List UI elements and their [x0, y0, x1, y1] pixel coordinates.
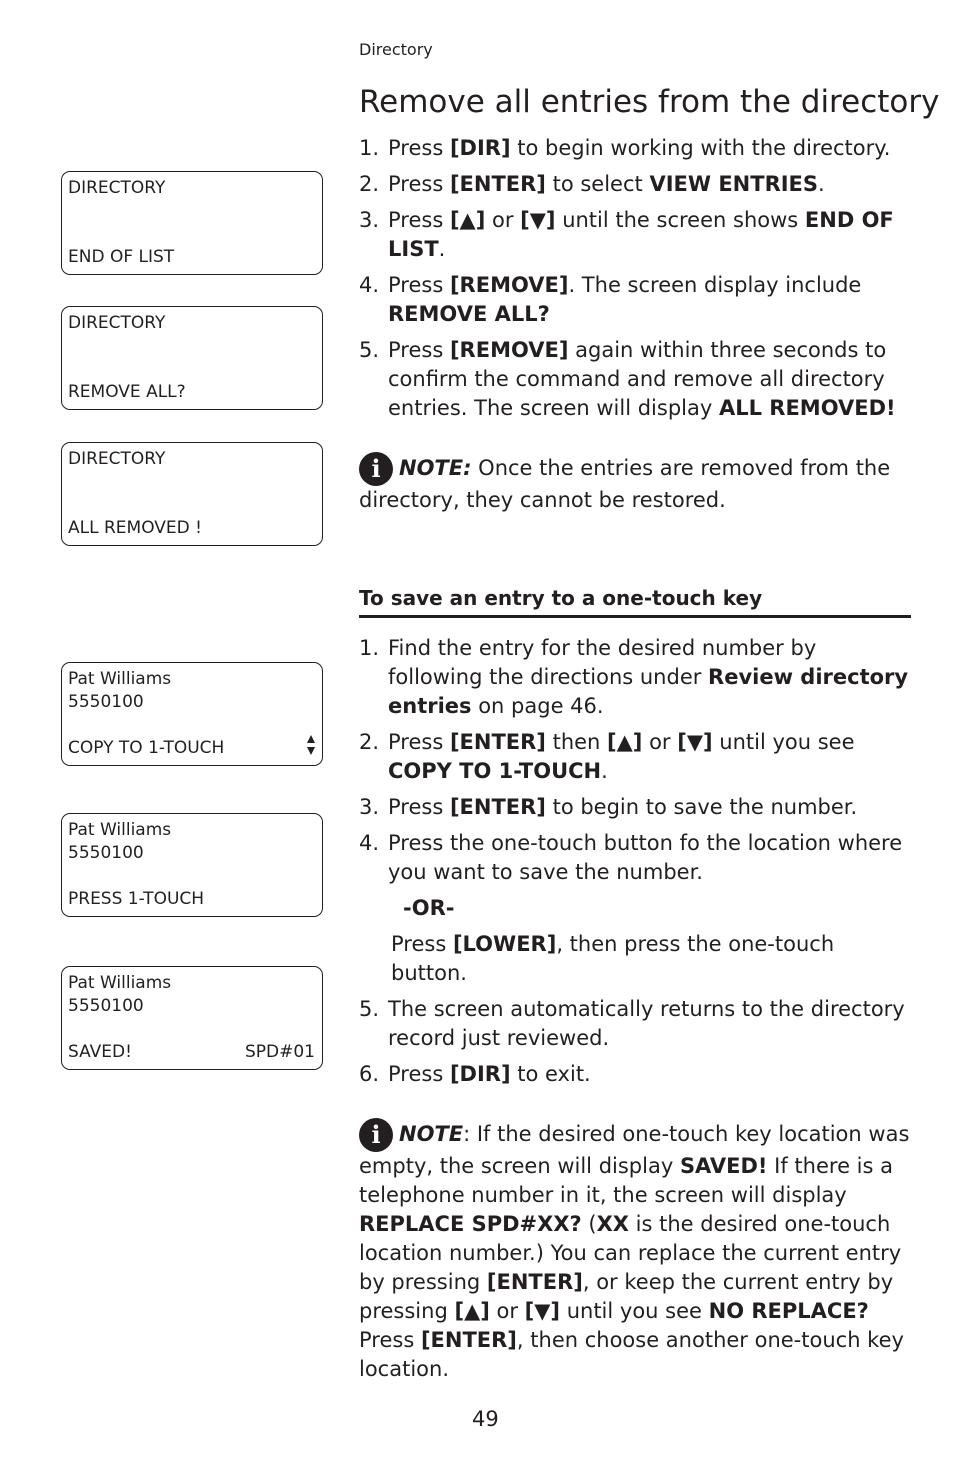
section-subheading: To save an entry to a one-touch key	[359, 586, 911, 618]
lcd-line-1: Pat Williams	[68, 669, 172, 689]
body-text: or	[485, 208, 521, 232]
emphasis-text: [ENTER]	[449, 172, 546, 196]
step-item	[359, 995, 911, 1053]
body-text: Find the entry for the desired number by following the directions under	[388, 636, 817, 689]
body-text: Press	[388, 795, 450, 819]
emphasis-text: COPY TO 1-TOUCH	[388, 759, 602, 783]
lcd-line-2: 5550100	[68, 843, 144, 863]
lcd-line-1: DIRECTORY	[68, 178, 166, 198]
emphasis-text: [▲]	[607, 730, 643, 754]
emphasis-text: [LOWER]	[452, 932, 557, 956]
body-text: Press	[388, 136, 450, 160]
lcd-line-2: 5550100	[68, 692, 144, 712]
emphasis-text: [ENTER]	[486, 1270, 583, 1294]
note-save	[359, 1118, 911, 1384]
note-text: Once the entries are removed from the directory, they cannot be restored.	[359, 456, 891, 512]
up-down-arrows-icon	[306, 734, 316, 756]
alternative-step-text	[362, 930, 911, 988]
body-text: then	[545, 730, 608, 754]
body-text: to begin to save the number.	[545, 795, 858, 819]
note-remove	[359, 452, 911, 515]
section-header: Directory	[359, 40, 433, 59]
body-text: to exit.	[510, 1062, 591, 1086]
emphasis-text: NO REPLACE?	[708, 1299, 869, 1323]
emphasis-text: [▼]	[677, 730, 713, 754]
lcd-line-3: END OF LIST	[68, 247, 175, 267]
emphasis-text: [▼]	[520, 208, 556, 232]
lcd-line-1: Pat Williams	[68, 973, 172, 993]
step-item	[359, 336, 911, 423]
lcd-screen-remove-all	[61, 306, 323, 410]
step-item	[359, 134, 911, 163]
body-text: or	[642, 730, 678, 754]
body-text: The screen automatically returns to the directory record just reviewed.	[388, 997, 905, 1050]
body-text: .	[818, 172, 825, 196]
step-number: 3.	[359, 208, 380, 232]
step-number: 4.	[359, 831, 380, 855]
body-text: (	[581, 1212, 597, 1236]
step-item	[359, 170, 911, 199]
emphasis-text: [ENTER]	[449, 730, 546, 754]
step-item	[359, 793, 911, 822]
lcd-screen-copy-to-1-touch	[61, 662, 323, 766]
lcd-speed-dial-slot: SPD#01	[244, 1042, 315, 1062]
body-text: , or keep the current entry by pressing	[359, 1270, 894, 1323]
step-number: 1.	[359, 136, 380, 160]
lcd-screen-all-removed	[61, 442, 323, 546]
emphasis-text: SAVED!	[679, 1154, 768, 1178]
step-number: 1.	[359, 636, 380, 660]
step-item	[359, 829, 911, 988]
emphasis-text: [DIR]	[449, 136, 511, 160]
body-text: until you see	[712, 730, 855, 754]
emphasis-text: REMOVE ALL?	[388, 302, 550, 326]
body-text: is the desired one-touch location number.) You can replace the current entry by pressing	[359, 1212, 902, 1294]
body-text: .	[438, 237, 446, 261]
emphasis-text: [REMOVE]	[449, 338, 569, 362]
emphasis-text: VIEW ENTRIES	[649, 172, 819, 196]
note-label: NOTE	[399, 1122, 464, 1146]
emphasis-text: ALL REMOVED!	[718, 396, 896, 420]
step-number: 2.	[359, 730, 380, 754]
info-icon: i	[359, 452, 393, 486]
step-number: 5.	[359, 997, 380, 1021]
lcd-line-1: Pat Williams	[68, 820, 172, 840]
body-text: , then press the one-touch button.	[391, 932, 835, 985]
step-item	[359, 1060, 911, 1089]
body-text: or	[489, 1299, 525, 1323]
lcd-line-3: PRESS 1-TOUCH	[68, 889, 205, 909]
emphasis-text: [ENTER]	[420, 1328, 517, 1352]
remove-steps-list	[359, 134, 911, 430]
body-text: : If the desired one-touch key location was empty, the screen will display	[359, 1122, 910, 1178]
body-text: Press	[359, 1328, 421, 1352]
lcd-line-3: REMOVE ALL?	[68, 382, 186, 402]
body-text: until the screen shows	[555, 208, 805, 232]
or-separator: -OR-	[403, 896, 455, 920]
body-text: .	[601, 759, 608, 783]
step-number: 6.	[359, 1062, 380, 1086]
body-text: Press	[388, 172, 450, 196]
step-number: 5.	[359, 338, 380, 362]
emphasis-text: XX	[596, 1212, 629, 1236]
emphasis-text: [DIR]	[449, 1062, 511, 1086]
note-body	[359, 1122, 909, 1381]
lcd-screen-end-of-list	[61, 171, 323, 275]
emphasis-text: [▼]	[524, 1299, 561, 1323]
emphasis-text: END OF LIST	[388, 208, 894, 261]
lcd-line-3: SAVED!	[68, 1042, 132, 1062]
step-item	[359, 728, 911, 786]
lcd-line-3: ALL REMOVED !	[68, 518, 202, 538]
lcd-line-2: 5550100	[68, 996, 144, 1016]
body-text: Press	[391, 932, 453, 956]
body-text: Press	[388, 338, 450, 362]
emphasis-text: Review directory entries	[388, 665, 909, 718]
lcd-line-3: COPY TO 1-TOUCH	[68, 738, 225, 758]
step-number: 3.	[359, 795, 380, 819]
step-item	[359, 634, 911, 721]
info-icon: i	[359, 1118, 393, 1152]
emphasis-text: [ENTER]	[449, 795, 546, 819]
note-label: NOTE:	[399, 456, 472, 480]
lcd-line-1: DIRECTORY	[68, 449, 166, 469]
save-steps-list	[359, 634, 911, 1096]
body-text: again within three seconds to confirm the command and remove all directory entries. The screen will display	[388, 338, 887, 420]
step-item	[359, 271, 911, 329]
lcd-line-1: DIRECTORY	[68, 313, 166, 333]
emphasis-text: [▲]	[454, 1299, 490, 1323]
body-text: Press	[388, 273, 450, 297]
lcd-screen-saved	[61, 966, 323, 1070]
body-text: Press the one-touch button fo the location where you want to save the number.	[388, 831, 903, 884]
emphasis-text: [REMOVE]	[449, 273, 569, 297]
body-text: . The screen display include	[568, 273, 862, 297]
body-text: If there is a telephone number in it, the screen will display	[359, 1154, 893, 1207]
emphasis-text: REPLACE SPD#XX?	[359, 1212, 582, 1236]
page-number: 49	[472, 1407, 499, 1431]
lcd-screen-press-1-touch	[61, 813, 323, 917]
body-text: Press	[388, 208, 450, 232]
body-text: on page 46.	[471, 694, 604, 718]
step-item	[359, 206, 911, 264]
body-text: until you see	[560, 1299, 709, 1323]
body-text: Press	[388, 730, 450, 754]
body-text: Press	[388, 1062, 450, 1086]
page-title: Remove all entries from the directory	[359, 84, 940, 120]
emphasis-text: [▲]	[449, 208, 486, 232]
body-text: to begin working with the directory.	[510, 136, 891, 160]
body-text: to select	[545, 172, 650, 196]
body-text: , then choose another one-touch key location.	[359, 1328, 904, 1381]
step-number: 4.	[359, 273, 380, 297]
step-number: 2.	[359, 172, 380, 196]
